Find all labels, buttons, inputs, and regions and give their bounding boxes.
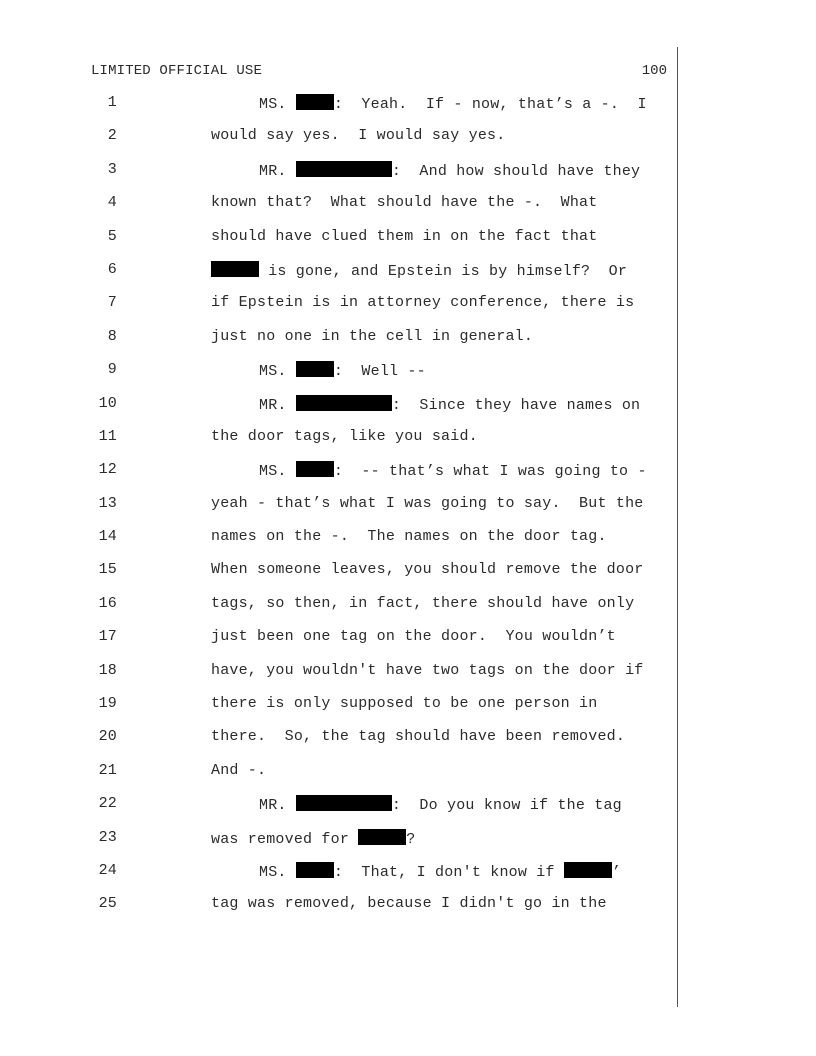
- line-number: 22: [98, 795, 117, 813]
- speaker-prefix: MR.: [259, 162, 296, 180]
- line-text: [259, 461, 647, 481]
- line-number: 5: [107, 227, 117, 245]
- line-text: [259, 94, 647, 114]
- line-text-rest: : And how should have they: [391, 162, 641, 180]
- transcript-line: [0, 495, 680, 528]
- line-text-start: was removed for: [211, 830, 359, 848]
- transcript-line: [0, 662, 680, 695]
- line-text: would say yes. I would say yes.: [211, 127, 506, 145]
- speaker-prefix: MR.: [259, 396, 296, 414]
- transcript-lines: [0, 94, 680, 929]
- line-number: 20: [98, 728, 117, 746]
- line-text: yeah - that’s what I was going to say. But the: [211, 494, 644, 512]
- transcript-line: [0, 762, 680, 795]
- line-number: 23: [98, 828, 117, 846]
- line-number: 17: [98, 628, 117, 646]
- classification-header: LIMITED OFFICIAL USE: [91, 63, 263, 79]
- transcript-line: [0, 228, 680, 261]
- line-text: should have clued them in on the fact that: [211, 227, 598, 245]
- redaction-block: [296, 395, 392, 411]
- transcript-line: [0, 829, 680, 862]
- line-number: 19: [98, 695, 117, 713]
- line-text-rest: : Since they have names on: [391, 396, 641, 414]
- redaction-block: [296, 361, 334, 377]
- line-text: names on the -. The names on the door tag.: [211, 528, 607, 546]
- line-text: [211, 261, 627, 281]
- line-number: 1: [107, 94, 117, 111]
- line-number: 9: [107, 361, 117, 379]
- line-number: 10: [98, 394, 117, 412]
- redaction-block: [296, 94, 334, 110]
- line-text-rest: ?: [406, 830, 416, 848]
- line-text: [259, 361, 426, 381]
- transcript-line: [0, 261, 680, 294]
- line-text: if Epstein is in attorney conference, there is: [211, 294, 635, 312]
- transcript-line: [0, 895, 680, 928]
- line-text: tag was removed, because I didn't go in the: [211, 895, 607, 913]
- line-text: When someone leaves, you should remove the door: [211, 561, 644, 579]
- line-text-rest: : Yeah. If - now, that’s a -. I: [333, 96, 647, 113]
- transcript-line: [0, 328, 680, 361]
- transcript-line: [0, 127, 680, 160]
- line-text: known that? What should have the -. What: [211, 194, 598, 212]
- transcript-line: [0, 461, 680, 494]
- line-text-rest: : -- that’s what I was going to -: [333, 463, 647, 481]
- transcript-line: [0, 528, 680, 561]
- speaker-prefix: MR.: [259, 797, 296, 815]
- speaker-prefix: MS.: [259, 463, 296, 481]
- speaker-prefix: MS.: [259, 96, 296, 113]
- line-number: 3: [107, 160, 117, 178]
- transcript-line: [0, 795, 680, 828]
- line-text: the door tags, like you said.: [211, 427, 478, 445]
- transcript-line: [0, 561, 680, 594]
- transcript-line: [0, 194, 680, 227]
- line-text: just been one tag on the door. You wouldn’t: [211, 628, 616, 646]
- line-text: [211, 829, 415, 849]
- line-text-rest: : That, I don't know if: [333, 863, 564, 881]
- speaker-prefix: MS.: [259, 363, 296, 381]
- redaction-block: [211, 261, 259, 277]
- line-text: there is only supposed to be one person in: [211, 695, 598, 713]
- line-text: [259, 395, 640, 415]
- transcript-line: [0, 294, 680, 327]
- transcript-line: [0, 428, 680, 461]
- line-text: tags, so then, in fact, there should have only: [211, 594, 635, 612]
- line-number: 14: [98, 528, 117, 546]
- redaction-block: [564, 862, 612, 878]
- transcript-line: [0, 695, 680, 728]
- redaction-block: [358, 829, 406, 845]
- redaction-block: [296, 461, 334, 477]
- line-number: 16: [98, 594, 117, 612]
- line-number: 24: [98, 861, 117, 879]
- line-number: 11: [98, 427, 117, 445]
- redaction-block: [296, 161, 392, 177]
- transcript-line: [0, 862, 680, 895]
- line-number: 18: [98, 661, 117, 679]
- speaker-prefix: MS.: [259, 863, 296, 881]
- transcript-line: [0, 395, 680, 428]
- transcript-line: [0, 94, 680, 127]
- line-text: just no one in the cell in general.: [211, 327, 534, 345]
- line-text-rest: is gone, and Epstein is by himself? Or: [259, 262, 628, 280]
- line-number: 4: [107, 194, 117, 212]
- line-number: 15: [98, 561, 117, 579]
- line-number: 13: [98, 494, 117, 512]
- line-text: there. So, the tag should have been removed.: [211, 728, 626, 746]
- line-number: 12: [98, 461, 117, 479]
- line-text: have, you wouldn't have two tags on the door if: [211, 661, 644, 679]
- line-number: 7: [107, 294, 117, 312]
- line-text: [259, 161, 640, 181]
- page-number: 100: [641, 63, 667, 79]
- line-text: [259, 862, 621, 882]
- line-text: And -.: [211, 761, 267, 779]
- transcript-line: [0, 361, 680, 394]
- line-number: 21: [98, 761, 117, 779]
- transcript-line: [0, 595, 680, 628]
- transcript-line: [0, 728, 680, 761]
- line-text-rest: : Do you know if the tag: [391, 797, 622, 815]
- line-text: [259, 795, 622, 815]
- redaction-block: [296, 862, 334, 878]
- line-number: 8: [107, 327, 117, 345]
- line-number: 2: [107, 127, 117, 145]
- line-number: 25: [98, 895, 117, 913]
- redaction-block: [296, 795, 392, 811]
- line-text-rest: : Well --: [333, 363, 426, 381]
- transcript-line: [0, 628, 680, 661]
- transcript-line: [0, 161, 680, 194]
- line-number: 6: [107, 260, 117, 278]
- line-text-end: ’: [611, 863, 622, 881]
